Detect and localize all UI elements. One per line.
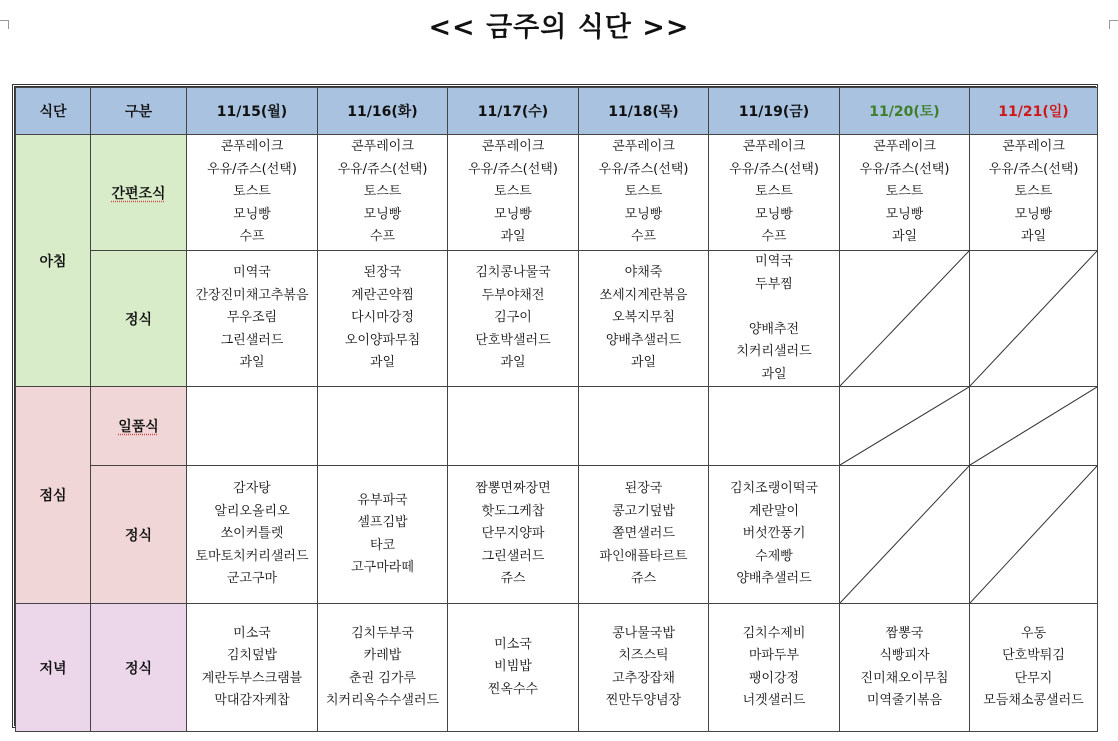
dish-item: 쏘이커틀렛	[220, 526, 284, 542]
dish-item: 찐만두양념장	[605, 693, 682, 708]
dish-item: 쫄면샐러드	[612, 526, 675, 542]
dish-item: 미역줄기볶음	[866, 693, 943, 708]
dish-item: 수프	[630, 229, 657, 245]
header-day-wed: 11/17(수)	[448, 88, 579, 135]
dish-item: 알리오올리오	[214, 503, 290, 519]
dish-item: 카레밥	[363, 648, 402, 663]
dish-item: 콘푸레이크	[220, 139, 284, 155]
dish-item: 김구이	[494, 310, 532, 326]
dish-item: 미소국	[494, 636, 532, 652]
dish-item: 타코	[369, 537, 396, 553]
empty-cell	[318, 387, 448, 466]
menu-cell	[709, 604, 840, 732]
dish-item: 콘푸레이크	[351, 139, 414, 155]
dish-item: 계란곤약찜	[351, 287, 414, 303]
empty-cell	[187, 387, 318, 466]
dish-item: 그린샐러드	[220, 332, 284, 348]
dish-item: 춘권 김가루	[349, 670, 416, 686]
empty-slashed-cell	[840, 387, 970, 466]
diagonal-slash	[840, 387, 969, 465]
dish-item: 다시마강정	[351, 310, 414, 326]
dish-item: 토스트	[755, 184, 793, 200]
dish-item: 간장진미채고추볶음	[195, 287, 309, 303]
dish-item: 우동	[1020, 625, 1047, 641]
dish-item: 모닝빵	[233, 206, 271, 222]
dish-item: 모닝빵	[755, 206, 793, 222]
dish-item: 쏘세지계란볶음	[599, 287, 688, 303]
menu-cell	[970, 135, 1098, 251]
dish-item: 막대감자케찹	[214, 693, 290, 708]
dish-item: 우유/쥬스(선택)	[207, 161, 297, 177]
header-row	[16, 88, 1098, 135]
header-day-fri: 11/19(금)	[709, 88, 840, 135]
lunch-single-row	[16, 387, 1098, 466]
dish-item: 토스트	[885, 184, 924, 200]
dish-item: 과일	[500, 355, 526, 371]
dish-item: 무우조림	[226, 310, 278, 326]
meal-breakfast: 아침	[16, 135, 91, 387]
diagonal-slash	[970, 251, 1097, 386]
dish-item: 팽이강정	[748, 670, 800, 686]
dish-item: 우유/쥬스(선택)	[729, 161, 819, 177]
dish-item: 김치덮밥	[226, 648, 278, 663]
menu-cell	[187, 466, 318, 604]
empty-slashed-cell	[840, 251, 970, 387]
menu-cell	[318, 135, 448, 251]
menu-cell	[579, 135, 709, 251]
dish-item: 우유/쥬스(선택)	[468, 161, 558, 177]
dish-item: 치커리샐러드	[736, 344, 812, 359]
dish-item: 짬뽕국	[885, 625, 924, 641]
dish-item: 단호박샐러드	[475, 332, 551, 348]
dish-item: 모닝빵	[885, 206, 924, 222]
header-category: 구분	[91, 88, 187, 135]
dish-item: 모닝빵	[363, 206, 402, 222]
empty-slashed-cell	[840, 466, 970, 604]
lunch-set-row	[16, 466, 1098, 604]
menu-cell	[579, 466, 709, 604]
dish-item: 찐옥수수	[487, 681, 539, 697]
dish-item: 수프	[761, 229, 787, 245]
dish-item: 버섯깐풍기	[742, 526, 806, 542]
dish-item: 모닝빵	[494, 206, 532, 222]
menu-cell	[709, 466, 840, 604]
dish-item: 토스트	[233, 184, 271, 200]
dish-item: 김치수제비	[742, 625, 806, 641]
empty-cell	[448, 387, 579, 466]
menu-cell	[448, 251, 579, 387]
empty-slashed-cell	[970, 387, 1098, 466]
dish-item: 과일	[630, 355, 657, 371]
menu-cell	[709, 251, 840, 387]
dish-item: 토스트	[624, 184, 663, 200]
dish-item: 과일	[500, 229, 526, 245]
empty-slashed-cell	[970, 466, 1098, 604]
dinner-set-row	[16, 604, 1098, 732]
dish-item: 과일	[891, 229, 918, 245]
dish-item: 오이양파무침	[344, 332, 421, 348]
dish-item: 계란말이	[748, 503, 800, 519]
menu-cell	[187, 604, 318, 732]
dish-item: 단호박튀김	[1002, 648, 1065, 663]
menu-cell	[448, 604, 579, 732]
dish-item: 토스트	[494, 184, 532, 200]
meal-dinner: 저녁	[16, 604, 91, 732]
dish-item: 두부야채전	[481, 287, 545, 303]
dish-item: 된장국	[363, 265, 402, 281]
dish-item: 모듬채소콩샐러드	[983, 693, 1084, 708]
empty-slashed-cell	[970, 251, 1098, 387]
dish-item: 모닝빵	[1014, 206, 1053, 222]
dish-item: 김치두부국	[351, 625, 414, 641]
header-day-sun: 11/21(일)	[970, 88, 1098, 135]
menu-cell	[709, 135, 840, 251]
dish-item: 군고구마	[226, 571, 278, 587]
dish-item: 쥬스	[500, 571, 526, 587]
empty-cell	[709, 387, 840, 466]
dish-item: 토마토치커리샐러드	[195, 548, 309, 564]
header-day-tue: 11/16(화)	[318, 88, 448, 135]
dish-item: 계란두부스크램블	[201, 670, 303, 686]
dish-item: 핫도그케찹	[481, 503, 545, 519]
dish-item: 콩나물국밥	[612, 625, 675, 641]
menu-cell	[448, 135, 579, 251]
empty-cell	[579, 387, 709, 466]
dish-item: 단무지양파	[481, 526, 545, 542]
dish-item: 수제빵	[755, 548, 793, 564]
dish-item: 고추장잡채	[612, 670, 675, 686]
dish-item: 모닝빵	[624, 206, 663, 222]
diagonal-slash	[840, 251, 969, 386]
dish-item: 짬뽕면짜장면	[475, 481, 551, 497]
dish-item: 토스트	[363, 184, 402, 200]
dish-item: 유부파국	[357, 492, 408, 508]
menu-cell	[970, 604, 1098, 732]
menu-cell	[187, 251, 318, 387]
dish-item: 오복지무침	[612, 310, 675, 326]
meal-lunch: 점심	[16, 387, 91, 604]
header-meal: 식단	[16, 88, 91, 135]
dish-item: 미역국	[233, 265, 271, 281]
header-day-thu: 11/18(목)	[579, 88, 709, 135]
dish-item: 과일	[761, 366, 787, 382]
dish-item: 수프	[239, 229, 265, 245]
dish-item: 쥬스	[630, 571, 657, 587]
dish-item: 우유/쥬스(선택)	[337, 161, 428, 177]
dish-item: 파인애플타르트	[599, 548, 688, 564]
dish-item: 셀프김밥	[357, 515, 408, 530]
dish-item: 콘푸레이크	[742, 139, 806, 155]
dish-item: 우유/쥬스(선택)	[859, 161, 950, 177]
menu-cell	[579, 251, 709, 387]
dish-item: 야채죽	[624, 265, 663, 281]
breakfast-set-row	[16, 251, 1098, 387]
dish-item: 식빵피자	[879, 648, 930, 663]
category-quick-breakfast	[91, 135, 187, 251]
dish-item: 콘푸레이크	[612, 139, 675, 155]
menu-cell	[579, 604, 709, 732]
dish-item: 수프	[369, 229, 396, 245]
dish-item: 비빔밥	[494, 659, 532, 675]
diagonal-slash	[840, 466, 969, 603]
diagonal-slash	[970, 387, 1097, 465]
category-single-lunch	[91, 387, 187, 466]
menu-cell	[318, 604, 448, 732]
dish-item: 감자탕	[233, 481, 271, 497]
dish-item: 단무지	[1014, 670, 1053, 686]
menu-cell	[448, 466, 579, 604]
dish-item: 우유/쥬스(선택)	[988, 161, 1079, 177]
dish-item: 과일	[369, 355, 396, 371]
dish-item: 미소국	[233, 625, 271, 641]
dish-item: 양배추샐러드	[736, 571, 812, 587]
dish-item: 김치조랭이떡국	[730, 481, 818, 497]
dish-item	[709, 296, 839, 319]
dish-item: 치커리옥수수샐러드	[325, 693, 440, 708]
diagonal-slash	[970, 466, 1097, 603]
dish-item: 양배추샐러드	[605, 332, 682, 348]
menu-cell	[840, 135, 970, 251]
menu-cell	[187, 135, 318, 251]
dish-item: 너겟샐러드	[742, 693, 806, 708]
dish-item: 마파두부	[748, 648, 800, 663]
menu-cell	[318, 466, 448, 604]
dish-item: 된장국	[624, 481, 663, 497]
header-day-mon: 11/15(월)	[187, 88, 318, 135]
category-set-dinner: 정식	[91, 604, 187, 732]
dish-item: 과일	[1020, 229, 1047, 245]
page-title: << 금주의 식단 >>	[428, 12, 690, 43]
header-day-sat: 11/20(토)	[840, 88, 970, 135]
dish-item: 양배추전	[748, 321, 800, 337]
weekly-menu-table	[15, 87, 1098, 732]
dish-item: 콩고기덮밥	[612, 503, 675, 519]
dish-item: 콘푸레이크	[1002, 139, 1065, 155]
dish-item: 치즈스틱	[618, 648, 669, 663]
dish-item: 고구마라떼	[351, 560, 414, 575]
dish-item: 두부찜	[755, 276, 793, 292]
dish-item: 진미채오이무침	[860, 670, 949, 686]
category-set-lunch: 정식	[91, 466, 187, 604]
dish-item: 그린샐러드	[481, 548, 545, 564]
dish-item: 미역국	[755, 254, 793, 269]
dish-item: 콘푸레이크	[481, 139, 545, 155]
dish-item: 김치콩나물국	[475, 265, 551, 281]
category-set-breakfast: 정식	[91, 251, 187, 387]
dish-item: 콘푸레이크	[873, 139, 936, 155]
category-label: 일품식	[118, 419, 159, 435]
menu-cell	[318, 251, 448, 387]
breakfast-quick-row	[16, 135, 1098, 251]
category-label: 간편조식	[111, 185, 166, 202]
menu-cell	[840, 604, 970, 732]
dish-item: 토스트	[1014, 184, 1053, 200]
dish-item: 우유/쥬스(선택)	[598, 161, 689, 177]
dish-item: 과일	[239, 355, 265, 371]
